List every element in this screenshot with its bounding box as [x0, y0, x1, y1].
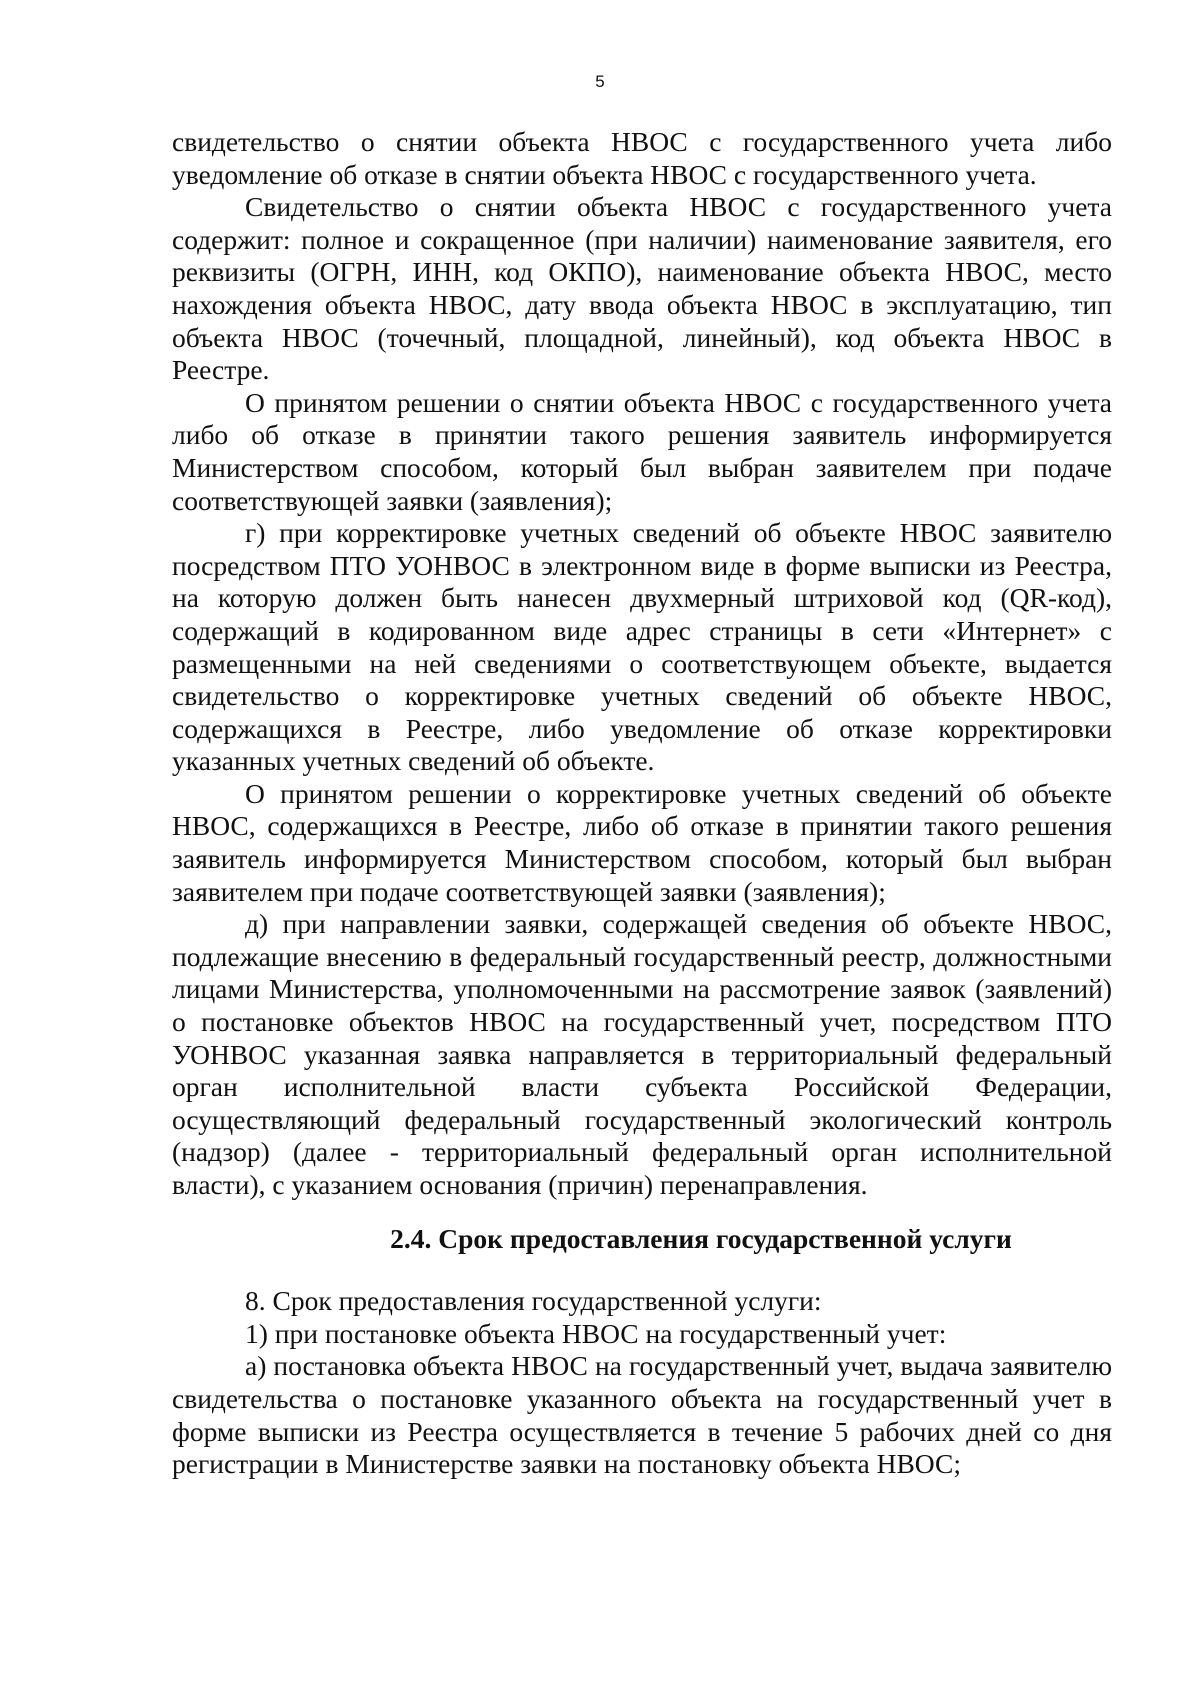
paragraph-continuation: свидетельство о снятии объекта НВОС с государственного учета либо уведомление об отказе в снятии объекта НВОС с государственного учета. [172, 126, 1112, 190]
paragraph-term-item-1: 1) при постановке объекта НВОС на государственный учет: [245, 1317, 947, 1349]
paragraph-correction-decision: О принятом решении о корректировке учетных сведений об объекте НВОС, содержащихся в Реестре, либо об отказе в принятии такого решения заявитель информируется Министерством способом, который был выбран заявителем при подаче соответствующей заявки (заявления); [172, 777, 1112, 907]
paragraph-term-intro: 8. Срок предоставления государственной услуги: [245, 1285, 822, 1317]
paragraph-certificate-contents: Свидетельство о снятии объекта НВОС с государственного учета содержит: полное и сокращенное (при наличии) наименование заявителя, его реквизиты (ОГРН, ИНН, код ОКПО), наименование объекта НВОС, место нахождения объекта НВОС, дату ввода объекта НВОС в эксплуатацию, тип объекта НВОС (точечный, площадной, линейный), код объекта НВОС в Реестре. [172, 191, 1112, 386]
paragraph-item-g: г) при корректировке учетных сведений об объекте НВОС заявителю посредством ПТО УОНВОС в электронном виде в форме выписки из Реестра, на которую должен быть нанесен двухмерный штриховой код (QR-код), содержащий в кодированном виде адрес страницы в сети «Интернет» с размещенными на ней сведениями о соответствующем объекте, выдается свидетельство о корректировке учетных сведений об объекте НВОС, содержащихся в Реестре, либо уведомление об отказе корректировки указанных учетных сведений об объекте. [172, 517, 1112, 777]
document-body [172, 126, 1112, 1481]
section-heading: 2.4. Срок предоставления государственной услуги [390, 1222, 1012, 1254]
paragraph-removal-decision: О принятом решении о снятии объекта НВОС с государственного учета либо об отказе в принятии такого решения заявитель информируется Министерством способом, который был выбран заявителем при подаче соответствующей заявки (заявления); [172, 386, 1112, 516]
paragraph-term-item-a: а) постановка объекта НВОС на государственный учет, выдача заявителю свидетельства о постановке указанного объекта на государственный учет в форме выписки из Реестра осуществляется в течение 5 рабочих дней со дня регистрации в Министерстве заявки на постановку объекта НВОС; [172, 1350, 1112, 1480]
page-number: 5 [595, 72, 605, 91]
paragraph-item-d: д) при направлении заявки, содержащей сведения об объекте НВОС, подлежащие внесению в федеральный государственный реестр, должностными лицами Министерства, уполномоченными на рассмотрение заявок (заявлений) о постановке объектов НВОС на государственный учет, посредством ПТО УОНВОС указанная заявка направляется в территориальный федеральный орган исполнительной власти субъекта Российской Федерации, осуществляющий федеральный государственный экологический контроль (надзор) (далее - территориальный федеральный орган исполнительной власти), с указанием основания (причин) перенаправления. [172, 908, 1112, 1200]
